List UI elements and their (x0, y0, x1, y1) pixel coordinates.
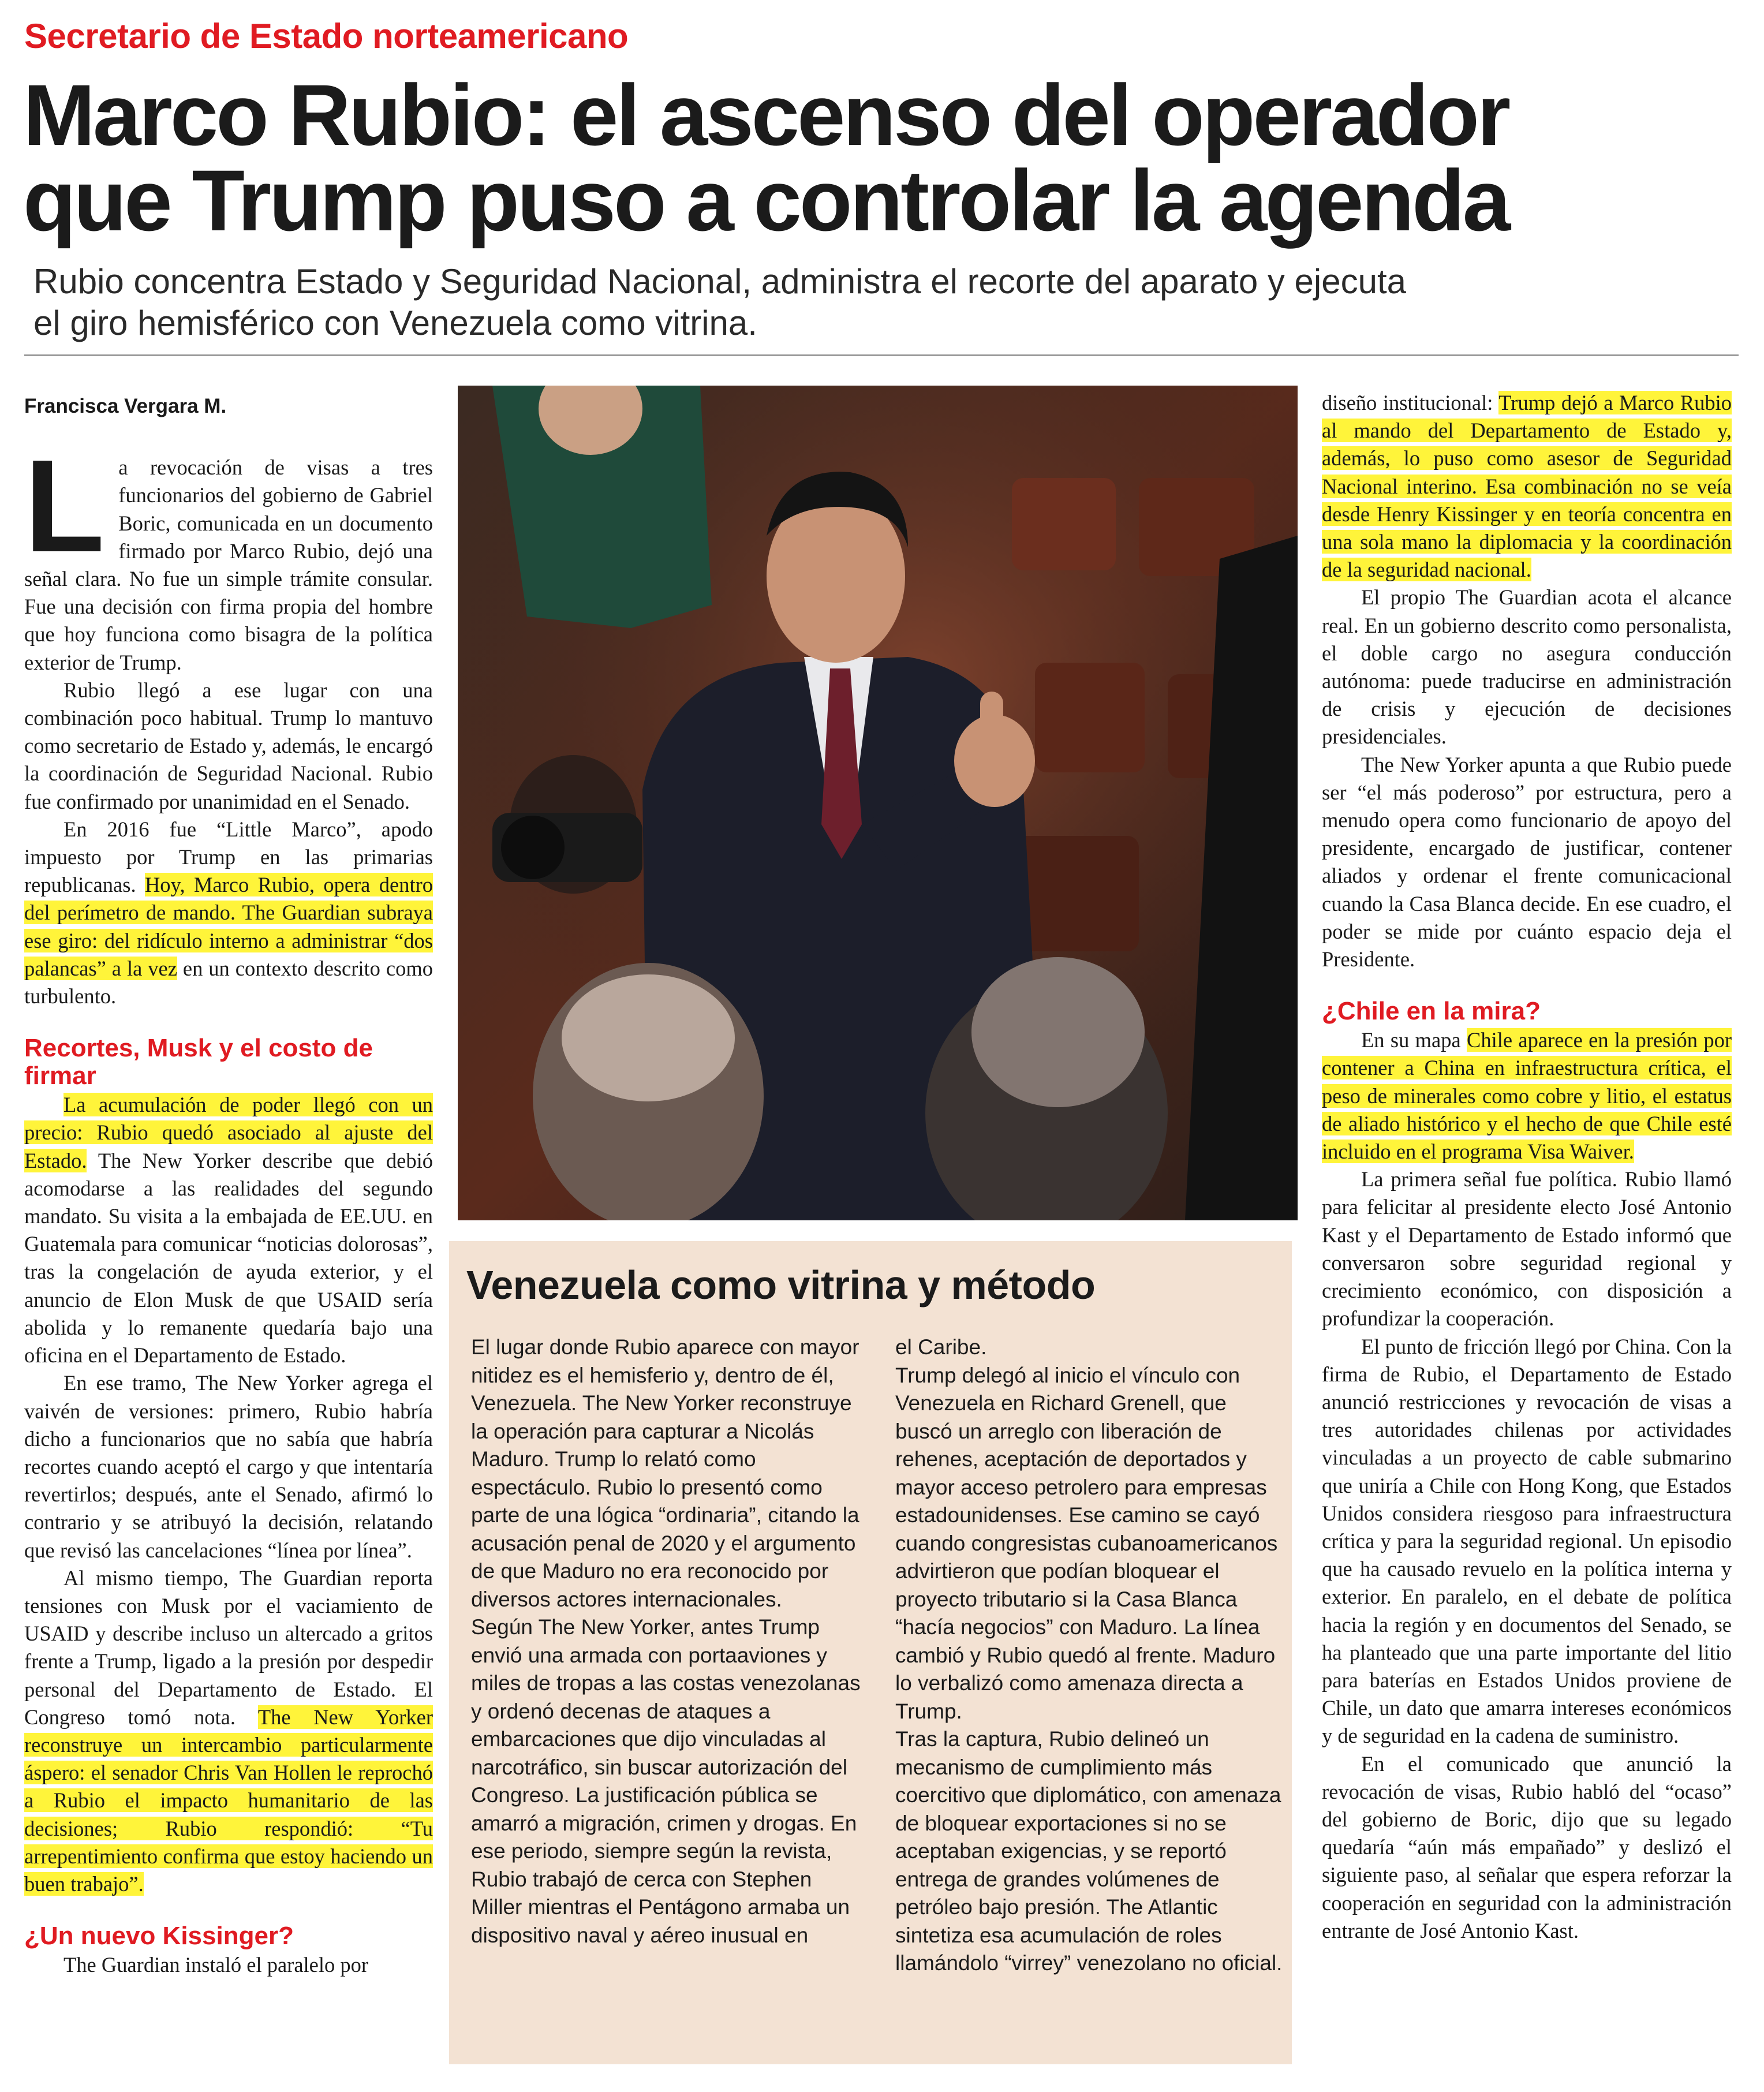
subheading-chile: ¿Chile en la mira? (1322, 997, 1541, 1026)
text: En 2016 fue “Little Marco”, apodo impuesto por Trump en las primarias republicanas. (24, 817, 433, 897)
paragraph (24, 816, 433, 1010)
text: diseño institucional: (1322, 391, 1499, 414)
sidebar-title: Venezuela como vitrina y método (466, 1262, 1096, 1308)
header-divider (24, 354, 1739, 356)
highlighted-text: La acumulación de poder llegó con un precio: Rubio quedó asociado al ajuste del Estado. (24, 1093, 433, 1172)
sidebar-paragraph: Según The New Yorker, antes Trump envió una armada con portaaviones y miles de tropas a las costas venezolanas y ordenó decenas de ataques a embarcaciones que dijo vinculadas al narcotráfico, sin buscar autorización del Congreso. La justificación pública se amarró a migración, crimen y drogas. En ese periodo, siempre según la revista, Rubio trabajó de cerca con Stephen Miller mientras el Pentágono armaba un dispositivo naval y aéreo inusual en (471, 1615, 861, 1947)
sidebar-paragraph: Trump delegó al inicio el vínculo con Venezuela en Richard Grenell, que buscó un arreglo con liberación de rehenes, aceptación de deportados y mayor acceso petrolero para empresas estadounidenses. Ese camino se cayó cuando congresistas cubanoamericanos advirtieron que podían bloquear el proyecto tributario si la Casa Blanca “hacía negocios” con Maduro. La línea cambió y Rubio quedó al frente. Maduro lo verbalizó como amenaza directa a Trump. (895, 1363, 1278, 1723)
column-left (24, 393, 433, 1979)
headline-line-2: que Trump puso a controlar la agenda (23, 152, 1509, 249)
dek-line-2: el giro hemisférico con Venezuela como vitrina. (33, 304, 757, 342)
photo-illustration (458, 386, 1298, 1220)
highlighted-text: Chile aparece en la presión por contener a China en infraestructura crítica, el peso de minerales como cobre y litio, el estatus de aliado histórico y el hecho de que Chile esté incluido en el programa Visa Waiver. (1322, 1028, 1732, 1164)
text: Al mismo tiempo, The Guardian reporta tensiones con Musk por el vaciamiento de USAID y describe incluso un altercado a gritos frente a Trump, ligado a la presión por despedir personal del Departamento de Estado. El Congreso tomó nota. (24, 1566, 433, 1729)
paragraph (1322, 389, 1732, 584)
sidebar-paragraph: Tras la captura, Rubio delineó un mecanismo de cumplimiento más coercitivo que diplomático, con amenaza de bloquear exportaciones si no se aceptaban exigencias, y se reportó entrega de grandes volúmenes de petróleo bajo presión. The Atlantic sintetiza esa acumulación de roles llamándolo “virrey” venezolano no oficial. (895, 1727, 1283, 1975)
paragraph: En ese tramo, The New Yorker agrega el vaivén de versiones: primero, Rubio habría dicho a funcionarios que no sabía que habría recortes cuando aceptó el cargo y que intentaría revertirlos; después, ante el Senado, afirmó lo contrario y se atribuyó la decisión, relatando que revisó las cancelaciones “línea por línea”. (24, 1371, 433, 1562)
text: En su mapa (1361, 1028, 1467, 1052)
text: en un contexto descrito como turbulento. (24, 956, 433, 1008)
highlighted-text: Trump dejó a Marco Rubio al mando del Departamento de Estado y, además, lo puso como asesor de Seguridad Nacional interino. Esa combinación no se veía desde Henry Kissinger y en teoría concentra en una sola mano la diplomacia y la coordinación de la seguridad nacional. (1322, 391, 1732, 582)
sidebar-paragraph: el Caribe. (895, 1335, 987, 1359)
paragraph: El punto de fricción llegó por China. Con la firma de Rubio, el Departamento de Estado anunció restricciones y revocación de visas a tres autoridades chilenas por actividades vinculadas a un proyecto de cable submarino que uniría a Chile con Hong Kong, que Estados Unidos considera riesgoso para infraestructura crítica y para la seguridad regional. Un episodio que ha causado revuelo en la política interna y exterior. En paralelo, en el debate de política hacia la región y en documentos del Senado, se ha planteado que una parte importante del litio para baterías en Estados Unidos proviene de Chile, un dato que amarra intereses económicos y de seguridad en la cadena de suministro. (1322, 1334, 1732, 1748)
sidebar-column-2 (895, 1333, 1288, 1978)
lead-text: a revocación de visas a tres funcionarios del gobierno de Gabriel Boric, comunicada en un documento firmado por Marco Rubio, dejó una señal clara. No fue un simple trámite consular. Fue una decisión con firma propia del hombre que hoy funciona como bisagra de la política exterior de Trump. (24, 455, 433, 674)
highlighted-text: The New Yorker reconstruye un intercambio particularmente áspero: el senador Chris Van Hollen le reprochó a Rubio el impacto humanitario de las decisiones; Rubio respondió: “Tu arrepentimiento confirma que estoy haciendo un buen trabajo”. (24, 1705, 433, 1896)
paragraph (24, 1564, 433, 1898)
subheading-recortes: Recortes, Musk y el costo de firmar (24, 1034, 373, 1090)
kicker: Secretario de Estado norteamericano (24, 17, 629, 55)
paragraph (1322, 1026, 1732, 1165)
sidebar-box (449, 1241, 1292, 2064)
paragraph: El propio The Guardian acota el alcance real. En un gobierno descrito como personalista, el doble cargo no asegura conducción autónoma: puede traducirse en administración de crisis y ejecución de decisiones presidenciales. (1322, 585, 1732, 749)
paragraph: En el comunicado que anunció la revocación de visas, Rubio habló del “ocaso” del gobierno de Boric, dijo que su legado quedaría “aún más empañado” y deslizó el siguiente paso, al señalar que espera reforzar la cooperación en seguridad con la administración entrante de José Antonio Kast. (1322, 1751, 1732, 1942)
highlighted-text: Hoy, Marco Rubio, opera dentro del perímetro de mando. The Guardian subraya ese giro: del ridículo interno a administrar “dos palancas” a la vez (24, 873, 433, 980)
headline-line-1: Marco Rubio: el ascenso del operador (23, 66, 1509, 163)
paragraph: La primera señal fue política. Rubio llamó para felicitar al presidente electo José Antonio Kast y el Departamento de Estado informó que conversaron sobre seguridad regional y crecimiento económico, con disposición a profundizar la cooperación. (1322, 1167, 1732, 1331)
dek-line-1: Rubio concentra Estado y Seguridad Nacional, administra el recorte del aparato y ejecuta (33, 262, 1407, 301)
dek (33, 261, 1592, 344)
paragraph-lead (24, 433, 433, 677)
paragraph (24, 1091, 433, 1369)
paragraph: The Guardian instaló el paralelo por (63, 1953, 369, 1977)
subheading-kissinger: ¿Un nuevo Kissinger? (24, 1922, 294, 1951)
paragraph: Rubio llegó a ese lugar con una combinación poco habitual. Trump lo mantuvo como secretario de Estado y, además, le encargó la coordinación de Seguridad Nacional. Rubio fue confirmado por unanimidad en el Senado. (24, 678, 433, 813)
news-photo (458, 386, 1298, 1220)
sidebar-paragraph: El lugar donde Rubio aparece con mayor nitidez es el hemisferio y, dentro de él, Venezuela. The New Yorker reconstruye la operación para capturar a Nicolás Maduro. Trump lo relató como espectáculo. Rubio lo presentó como parte de una lógica “ordinaria”, citando la acusación penal de 2020 y el argumento de que Maduro no era reconocido por diversos actores internacionales. (471, 1335, 859, 1611)
text: The New Yorker describe que debió acomodarse a las realidades del segundo mandato. Su visita a la embajada de EE.UU. en Guatemala para comunicar “noticias dolorosas”, tras la congelación de ayuda exterior, y el anuncio de Elon Musk de que USAID sería abolida y lo remanente quedaría bajo una oficina en el Departamento de Estado. (24, 1148, 433, 1368)
sidebar-column-1 (471, 1333, 864, 1949)
column-right (1322, 389, 1732, 1945)
drop-cap: L (24, 433, 105, 580)
paragraph: The New Yorker apunta a que Rubio puede ser “el más poderoso” por estructura, pero a menudo opera como funcionario de apoyo del presidente, encargado de justificar, contener aliados y ordenar el frente comunicacional cuando la Casa Blanca decide. En ese cuadro, el poder se mide por cuánto espacio deja el Presidente. (1322, 752, 1732, 972)
byline: Francisca Vergara M. (24, 395, 227, 417)
headline (23, 66, 1732, 249)
